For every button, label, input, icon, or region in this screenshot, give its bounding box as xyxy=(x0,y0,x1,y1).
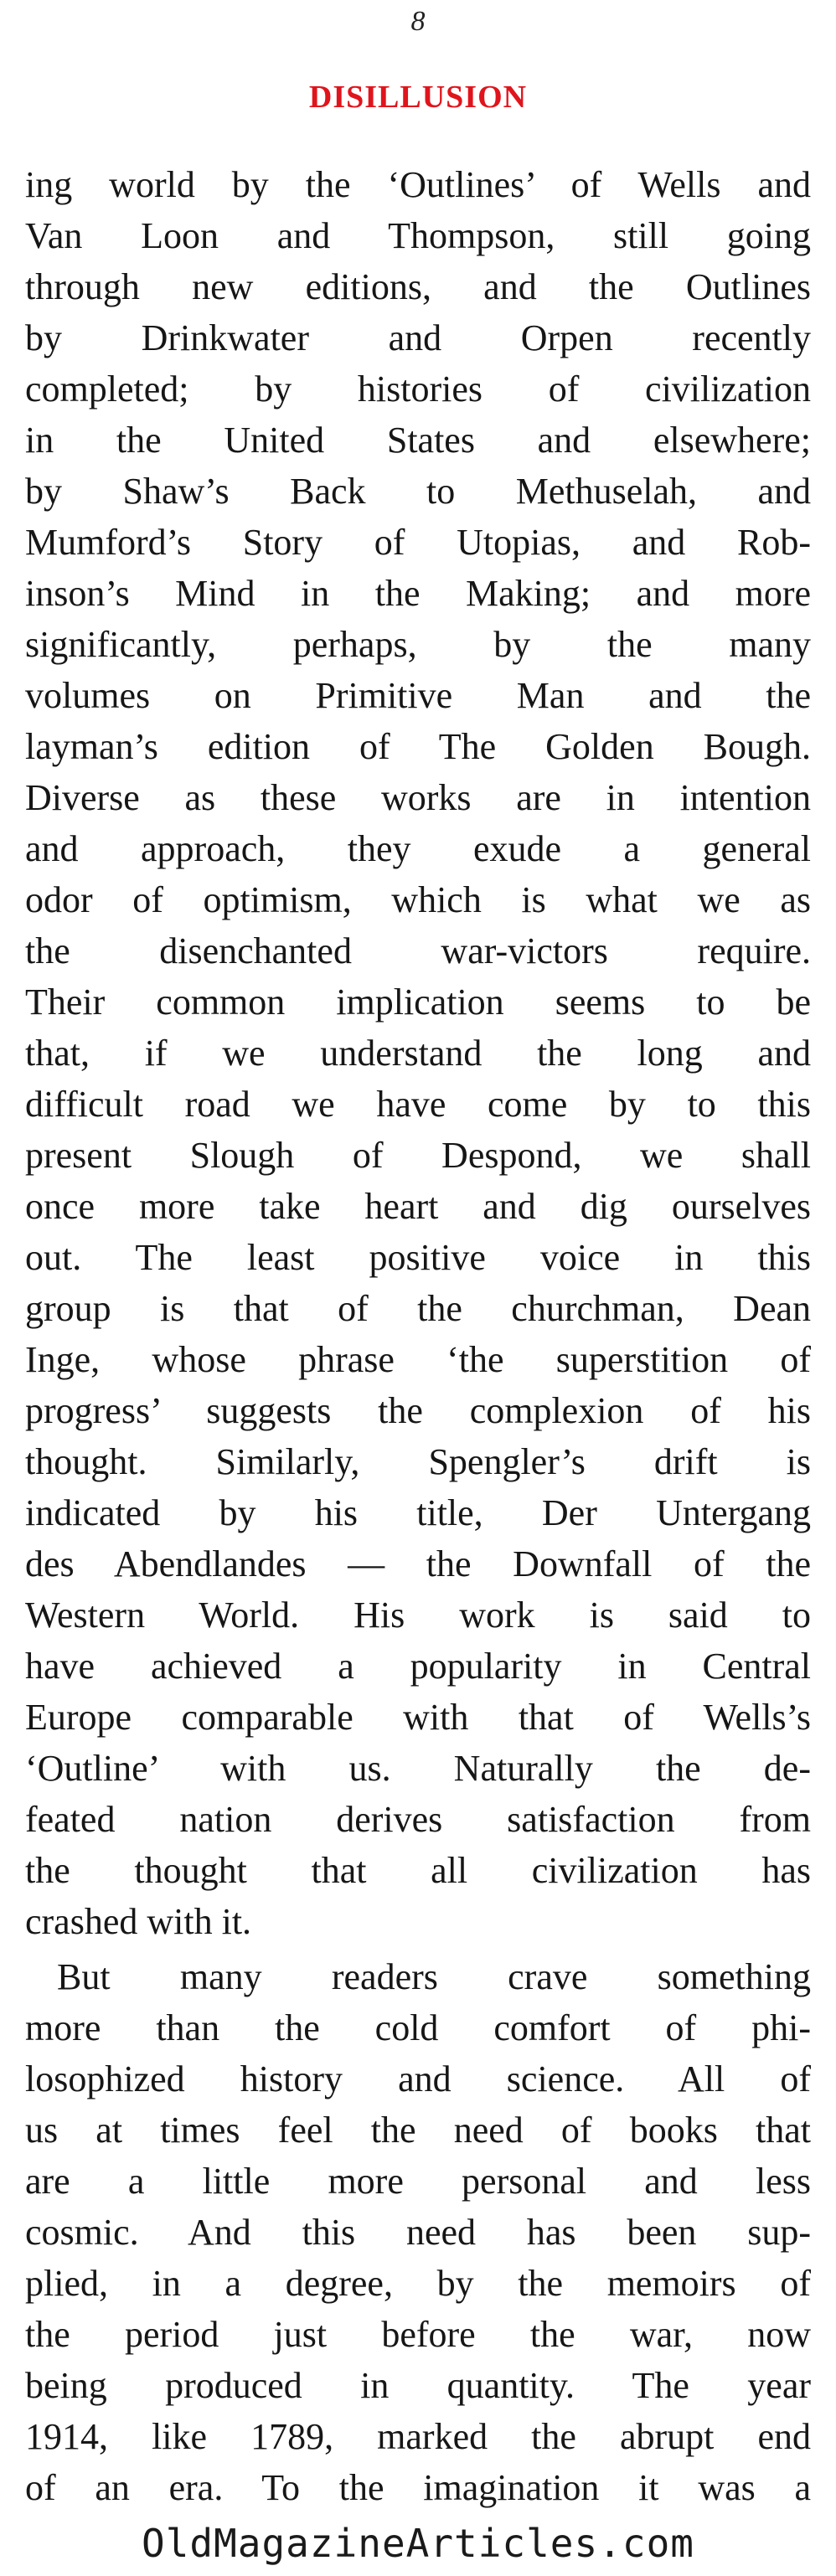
text-line: 1914, like 1789, marked the abrupt end xyxy=(25,2416,811,2457)
text-line: ‘Outline’ with us. Naturally the de- xyxy=(25,1748,811,1789)
text-line: by Drinkwater and Orpen recently xyxy=(25,317,811,358)
text-line: difficult road we have come by to this xyxy=(25,1084,811,1125)
text-line: Inge, whose phrase ‘the superstition of xyxy=(25,1339,811,1380)
text-line: completed; by histories of civilization xyxy=(25,368,811,410)
text-line: are a little more personal and less xyxy=(25,2161,811,2202)
text-line: losophized history and science. All of xyxy=(25,2058,811,2099)
text-line: Western World. His work is said to xyxy=(25,1595,811,1636)
text-line: of an era. To the imagination it was a xyxy=(25,2467,811,2508)
text-line: ing world by the ‘Outlines’ of Wells and xyxy=(25,164,811,205)
text-line: being produced in quantity. The year xyxy=(25,2365,811,2406)
page-number: 8 xyxy=(410,6,426,37)
text-line: crashed with it. xyxy=(25,1901,252,1942)
text-line: present Slough of Despond, we shall xyxy=(25,1135,811,1176)
text-line: have achieved a popularity in Central xyxy=(25,1646,811,1687)
text-line: out. The least positive voice in this xyxy=(25,1237,811,1278)
article-headline: DISILLUSION xyxy=(308,80,528,115)
text-line: once more take heart and dig ourselves xyxy=(25,1186,811,1227)
text-line: group is that of the churchman, Dean xyxy=(25,1288,811,1329)
paragraph-first-line: But many readers crave something xyxy=(57,1956,811,1997)
text-line: the disenchanted war-victors require. xyxy=(25,930,811,971)
text-line: Mumford’s Story of Utopias, and Rob- xyxy=(25,522,811,563)
text-line: cosmic. And this need has been sup- xyxy=(25,2212,811,2253)
text-line: thought. Similarly, Spengler’s drift is xyxy=(25,1441,811,1482)
footer-site-name: OldMagazineArticles.com xyxy=(142,2521,694,2566)
text-line: us at times feel the need of books that xyxy=(25,2110,811,2151)
text-line: indicated by his title, Der Untergang xyxy=(25,1492,811,1533)
text-line: and approach, they exude a general xyxy=(25,828,811,869)
text-line: odor of optimism, which is what we as xyxy=(25,879,811,920)
text-line: layman’s edition of The Golden Bough. xyxy=(25,726,811,767)
text-line: inson’s Mind in the Making; and more xyxy=(25,573,811,614)
text-line: more than the cold comfort of phi- xyxy=(25,2007,811,2048)
text-line: des Abendlandes — the Downfall of the xyxy=(25,1543,811,1584)
text-line: Their common implication seems to be xyxy=(25,981,811,1023)
text-line: through new editions, and the Outlines xyxy=(25,266,811,307)
text-line: feated nation derives satisfaction from xyxy=(25,1799,811,1840)
text-line: in the United States and elsewhere; xyxy=(25,420,811,461)
text-line: Van Loon and Thompson, still going xyxy=(25,215,811,256)
text-line: progress’ suggests the complexion of his xyxy=(25,1390,811,1431)
text-line: the thought that all civilization has xyxy=(25,1850,811,1891)
text-line: the period just before the war, now xyxy=(25,2314,811,2355)
text-line: plied, in a degree, by the memoirs of xyxy=(25,2263,811,2304)
text-line: by Shaw’s Back to Methuselah, and xyxy=(25,471,811,512)
text-line: volumes on Primitive Man and the xyxy=(25,675,811,716)
text-line: that, if we understand the long and xyxy=(25,1033,811,1074)
text-line: significantly, perhaps, by the many xyxy=(25,624,811,665)
text-line: Diverse as these works are in intention xyxy=(25,777,811,818)
text-line: Europe comparable with that of Wells’s xyxy=(25,1697,811,1738)
